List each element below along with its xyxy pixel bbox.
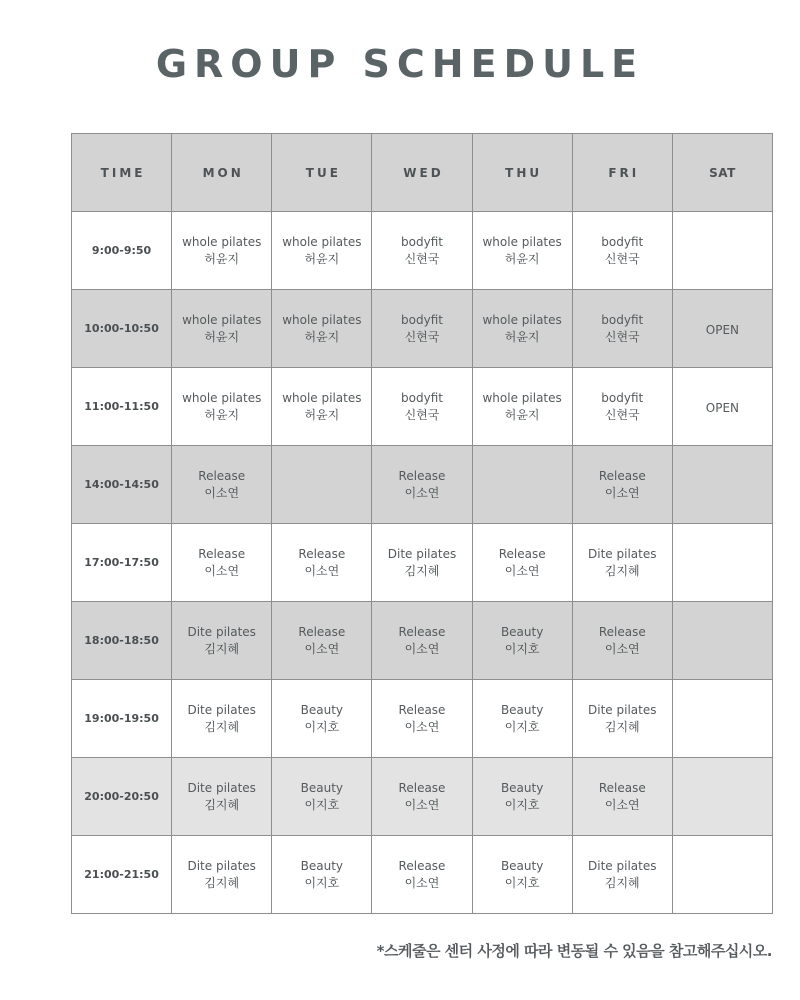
table-row [72,680,773,758]
class-name: bodyfit [601,312,644,327]
class-name: Beauty [500,780,544,795]
schedule-cell-sat [672,602,772,680]
schedule-cell-wed [372,368,472,446]
schedule-cell-fri [572,290,672,368]
instructor-name: 이지호 [304,797,340,812]
class-name: Dite pilates [588,546,657,561]
class-name: Dite pilates [588,858,657,873]
class-name: Release [198,468,246,483]
instructor-name: 이지호 [504,797,540,812]
class-name: Release [598,780,646,795]
schedule-cell-wed [372,212,472,290]
instructor-name: 이소연 [204,485,240,500]
schedule-cell-fri [572,212,672,290]
instructor-name: 허윤지 [504,329,540,344]
schedule-cell-thu [472,368,572,446]
class-name: Release [598,624,646,639]
class-name: whole pilates [482,312,562,327]
instructor-name: 김지혜 [204,797,240,812]
schedule-cell-tue [272,680,372,758]
table-row [72,446,773,524]
schedule-cell-fri [572,524,672,602]
instructor-name: 신현국 [604,329,640,344]
class-name: Beauty [300,780,344,795]
schedule-cell-mon [172,290,272,368]
class-name: Release [298,546,346,561]
time-slot: 9:00-9:50 [72,212,172,290]
class-name: whole pilates [482,234,562,249]
schedule-body [72,212,773,914]
class-name: whole pilates [282,312,362,327]
time-slot: 10:00-10:50 [72,290,172,368]
schedule-cell-wed [372,524,472,602]
class-name: Dite pilates [588,702,657,717]
header-row [72,134,773,212]
class-name: whole pilates [182,312,262,327]
schedule-cell-mon [172,836,272,914]
instructor-name: 이소연 [504,563,540,578]
schedule-cell-fri [572,758,672,836]
schedule-note: *스케줄은 센터 사정에 따라 변동될 수 있음을 참고해주십시오. [376,942,772,960]
instructor-name: 허윤지 [204,329,240,344]
instructor-name: 이소연 [404,797,440,812]
header-tue: TUE [272,134,372,212]
open-label: OPEN [705,323,740,337]
class-name: Release [398,780,446,795]
schedule-cell-tue [272,212,372,290]
time-slot: 17:00-17:50 [72,524,172,602]
schedule-cell-tue [272,602,372,680]
table-row [72,524,773,602]
instructor-name: 김지혜 [204,641,240,656]
instructor-name: 허윤지 [504,251,540,266]
class-name: Release [398,702,446,717]
schedule-cell-thu [472,602,572,680]
class-name: Dite pilates [387,546,457,561]
schedule-cell-wed [372,836,472,914]
table-row [72,212,773,290]
class-name: whole pilates [282,390,362,405]
table-row [72,602,773,680]
class-name: Release [598,468,646,483]
instructor-name: 신현국 [604,251,640,266]
instructor-name: 이소연 [304,641,340,656]
schedule-cell-sat [672,368,772,446]
schedule-cell-tue [272,836,372,914]
table-row [72,290,773,368]
header-sat: SAT [672,134,772,212]
time-slot: 11:00-11:50 [72,368,172,446]
instructor-name: 이지호 [304,875,340,890]
class-name: Release [398,858,446,873]
instructor-name: 이소연 [604,641,640,656]
class-name: whole pilates [182,390,262,405]
class-name: Beauty [500,624,544,639]
time-slot: 21:00-21:50 [72,836,172,914]
table-row [72,758,773,836]
class-name: Dite pilates [187,858,256,873]
schedule-cell-tue [272,368,372,446]
schedule-cell-thu [472,212,572,290]
page-title: GROUP SCHEDULE [155,42,645,86]
header-fri: FRI [572,134,672,212]
schedule-cell-mon [172,602,272,680]
class-name: whole pilates [482,390,562,405]
schedule-cell-mon [172,680,272,758]
instructor-name: 이소연 [604,797,640,812]
schedule-cell-mon [172,212,272,290]
instructor-name: 허윤지 [504,407,540,422]
schedule-cell-thu [472,836,572,914]
header-mon: MON [172,134,272,212]
schedule-cell-mon [172,524,272,602]
instructor-name: 김지혜 [604,719,640,734]
class-name: bodyfit [401,390,443,405]
header-wed: WED [372,134,472,212]
instructor-name: 신현국 [404,251,440,266]
instructor-name: 김지혜 [604,563,640,578]
schedule-cell-sat [672,758,772,836]
instructor-name: 이지호 [304,719,340,734]
instructor-name: 이소연 [404,719,440,734]
schedule-cell-thu [472,446,572,524]
instructor-name: 허윤지 [204,407,240,422]
schedule-cell-wed [372,602,472,680]
instructor-name: 이지호 [504,641,540,656]
schedule-cell-wed [372,446,472,524]
schedule-cell-fri [572,446,672,524]
time-slot: 14:00-14:50 [72,446,172,524]
instructor-name: 이소연 [404,875,440,890]
class-name: Dite pilates [187,780,256,795]
table-row [72,368,773,446]
instructor-name: 이지호 [504,875,540,890]
time-slot: 18:00-18:50 [72,602,172,680]
instructor-name: 김지혜 [204,875,240,890]
schedule-cell-tue [272,758,372,836]
schedule-cell-wed [372,680,472,758]
instructor-name: 김지혜 [404,563,440,578]
schedule-cell-sat [672,524,772,602]
schedule-cell-thu [472,290,572,368]
instructor-name: 허윤지 [304,407,340,422]
schedule-cell-fri [572,368,672,446]
class-name: Release [298,624,346,639]
table-row [72,836,773,914]
schedule-cell-mon [172,758,272,836]
instructor-name: 이소연 [404,641,440,656]
instructor-name: 이소연 [604,485,640,500]
open-label: OPEN [705,401,740,415]
header-time: TIME [72,134,172,212]
schedule-cell-wed [372,290,472,368]
time-slot: 19:00-19:50 [72,680,172,758]
instructor-name: 허윤지 [304,251,340,266]
instructor-name: 허윤지 [204,251,240,266]
instructor-name: 이소연 [204,563,240,578]
schedule-cell-tue [272,446,372,524]
schedule-cell-thu [472,758,572,836]
class-name: Release [398,624,446,639]
instructor-name: 김지혜 [204,719,240,734]
class-name: Beauty [500,702,544,717]
instructor-name: 신현국 [404,329,440,344]
schedule-cell-sat [672,446,772,524]
instructor-name: 신현국 [404,407,440,422]
schedule-cell-tue [272,524,372,602]
schedule-cell-sat [672,290,772,368]
class-name: bodyfit [601,390,644,405]
class-name: Dite pilates [187,624,256,639]
class-name: Release [398,468,446,483]
instructor-name: 신현국 [604,407,640,422]
schedule-cell-tue [272,290,372,368]
schedule-cell-mon [172,368,272,446]
schedule-table [71,133,773,914]
instructor-name: 이지호 [504,719,540,734]
class-name: Release [198,546,246,561]
class-name: bodyfit [401,234,443,249]
schedule-cell-thu [472,524,572,602]
class-name: bodyfit [601,234,644,249]
class-name: whole pilates [182,234,262,249]
header-thu: THU [472,134,572,212]
time-slot: 20:00-20:50 [72,758,172,836]
schedule-cell-wed [372,758,472,836]
instructor-name: 이소연 [404,485,440,500]
schedule-cell-thu [472,680,572,758]
schedule-cell-fri [572,836,672,914]
schedule-cell-mon [172,446,272,524]
instructor-name: 이소연 [304,563,340,578]
class-name: whole pilates [282,234,362,249]
schedule-cell-sat [672,212,772,290]
class-name: Beauty [500,858,544,873]
class-name: bodyfit [401,312,443,327]
schedule-cell-fri [572,680,672,758]
schedule-cell-fri [572,602,672,680]
instructor-name: 김지혜 [604,875,640,890]
class-name: Beauty [300,858,344,873]
class-name: Release [498,546,546,561]
class-name: Beauty [300,702,344,717]
instructor-name: 허윤지 [304,329,340,344]
schedule-cell-sat [672,836,772,914]
schedule-cell-sat [672,680,772,758]
class-name: Dite pilates [187,702,256,717]
